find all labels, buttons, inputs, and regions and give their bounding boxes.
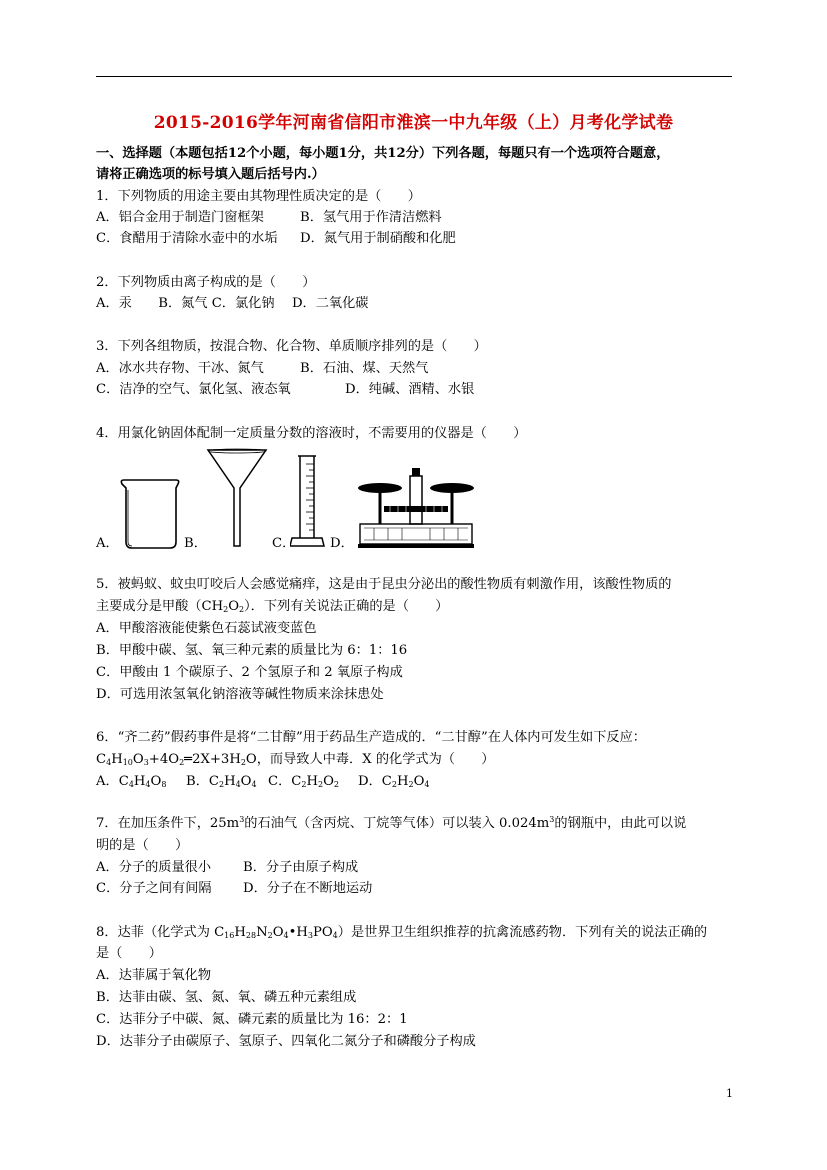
balance-illustration — [354, 466, 478, 550]
graduated-cylinder-illustration — [290, 454, 326, 550]
q4-option-a: A． — [96, 536, 119, 551]
section-heading-line2: 请将正确选项的标号填入题后括号内.） — [96, 167, 325, 182]
q1-option-c: C．食醋用于清除水壶中的水垢 — [96, 231, 278, 246]
page-number: 1 — [726, 1087, 733, 1100]
q2-stem: 2．下列物质由离子构成的是（ ） — [96, 275, 316, 290]
q5-option-a: A．甲酸溶液能使紫色石蕊试液变蓝色 — [96, 621, 317, 636]
funnel-illustration — [206, 448, 268, 550]
q3-stem: 3．下列各组物质，按混合物、化合物、单质顺序排列的是（ ） — [96, 339, 487, 354]
q6-stem-line1: 6．“齐二药”假药事件是将“二甘醇”用于药品生产造成的．“二甘醇”在人体内可发生如下反应： — [96, 730, 646, 745]
q5-stem-line2: 主要成分是甲酸$(CH_2O_2)$．下列有关说法正确的是（ ） — [96, 599, 449, 614]
q7-option-a: A．分子的质量很小 — [96, 860, 212, 875]
q5-option-b: B．甲酸中碳、氢、氧三种元素的质量比为 6：1：16 — [96, 643, 408, 658]
q1-stem: 1．下列物质的用途主要由其物理性质决定的是（ ） — [96, 189, 421, 204]
q6-equation: $C_4H_{10}O_3+4O_2═2X+3H_2O$，而导致人中毒．X 的化学式为（ ） — [96, 752, 495, 767]
q7-option-b: B．分子由原子构成 — [243, 860, 359, 875]
q8-option-c: C．达菲分子中碳、氮、磷元素的质量比为 16：2：1 — [96, 1012, 408, 1027]
section-heading-line1: 一、选择题（本题包括12个小题，每小题1分，共12分）下列各题，每题只有一个选项符合题意， — [96, 146, 670, 161]
q6-option-a: A．$C_4H_4O_8$ — [96, 774, 167, 789]
q1-option-b: B．氢气用于作清洁燃料 — [300, 210, 442, 225]
q8-option-b: B．达菲由碳、氢、氮、氧、磷五种元素组成 — [96, 990, 357, 1005]
q5-option-d: D．可选用浓氢氧化钠溶液等碱性物质来涂抹患处 — [96, 687, 384, 702]
header-rule — [96, 76, 732, 77]
q3-option-c: C．洁净的空气、氯化氢、液态氧 — [96, 382, 291, 397]
q8-option-a: A．达菲属于氧化物 — [96, 968, 212, 983]
q4-option-b: B． — [184, 536, 207, 551]
q2-options: A．汞 B．氮气 C．氯化钠 D．二氧化碳 — [96, 296, 369, 311]
q8-option-d: D．达菲分子由碳原子、氢原子、四氧化二氮分子和磷酸分子构成 — [96, 1034, 476, 1049]
q5-option-c: C．甲酸由 1 个碳原子、2 个氢原子和 2 氧原子构成 — [96, 665, 403, 680]
q6-option-c: C．$C_2H_2O_2$ — [268, 774, 339, 789]
q8-stem-line1: 8．达菲（化学式为 $C_{16}H_{28}N_2O_4•H_3PO_4$）是世界卫生组织推荐的抗禽流感药物．下列有关的说法正确的 — [96, 925, 708, 940]
q8-stem-line2: 是（ ） — [96, 946, 162, 961]
q4-option-d: D． — [330, 536, 354, 551]
q7-stem-line2: 明的是（ ） — [96, 838, 189, 853]
q3-option-d: D．纯碱、酒精、水银 — [345, 382, 475, 397]
page-title: 2015-2016学年河南省信阳市淮滨一中九年级（上）月考化学试卷 — [153, 113, 674, 133]
beaker-illustration — [118, 478, 184, 550]
q1-option-d: D．氮气用于制硝酸和化肥 — [300, 231, 456, 246]
q7-option-d: D．分子在不断地运动 — [243, 881, 373, 896]
q4-option-c: C． — [272, 536, 296, 551]
q3-option-a: A．冰水共存物、干冰、氮气 — [96, 361, 264, 376]
q4-stem: 4．用氯化钠固体配制一定质量分数的溶液时，不需要用的仪器是（ ） — [96, 426, 527, 441]
q3-option-b: B．石油、煤、天然气 — [300, 361, 429, 376]
q5-stem-line1: 5．被蚂蚁、蚊虫叮咬后人会感觉痛痒，这是由于昆虫分泌出的酸性物质有刺激作用，该酸性物质的 — [96, 577, 672, 592]
q6-option-d: D．$C_2H_2O_4$ — [358, 774, 430, 789]
q7-option-c: C．分子之间有间隔 — [96, 881, 212, 896]
q7-stem-line1: 7．在加压条件下，$25m^3$的石油气（含丙烷、丁烷等气体）可以装入 $0.024m^3$的钢瓶中，由此可以说 — [96, 815, 687, 831]
q1-option-a: A．铝合金用于制造门窗框架 — [96, 210, 264, 225]
q6-option-b: B．$C_2H_4O_4$ — [186, 774, 257, 789]
